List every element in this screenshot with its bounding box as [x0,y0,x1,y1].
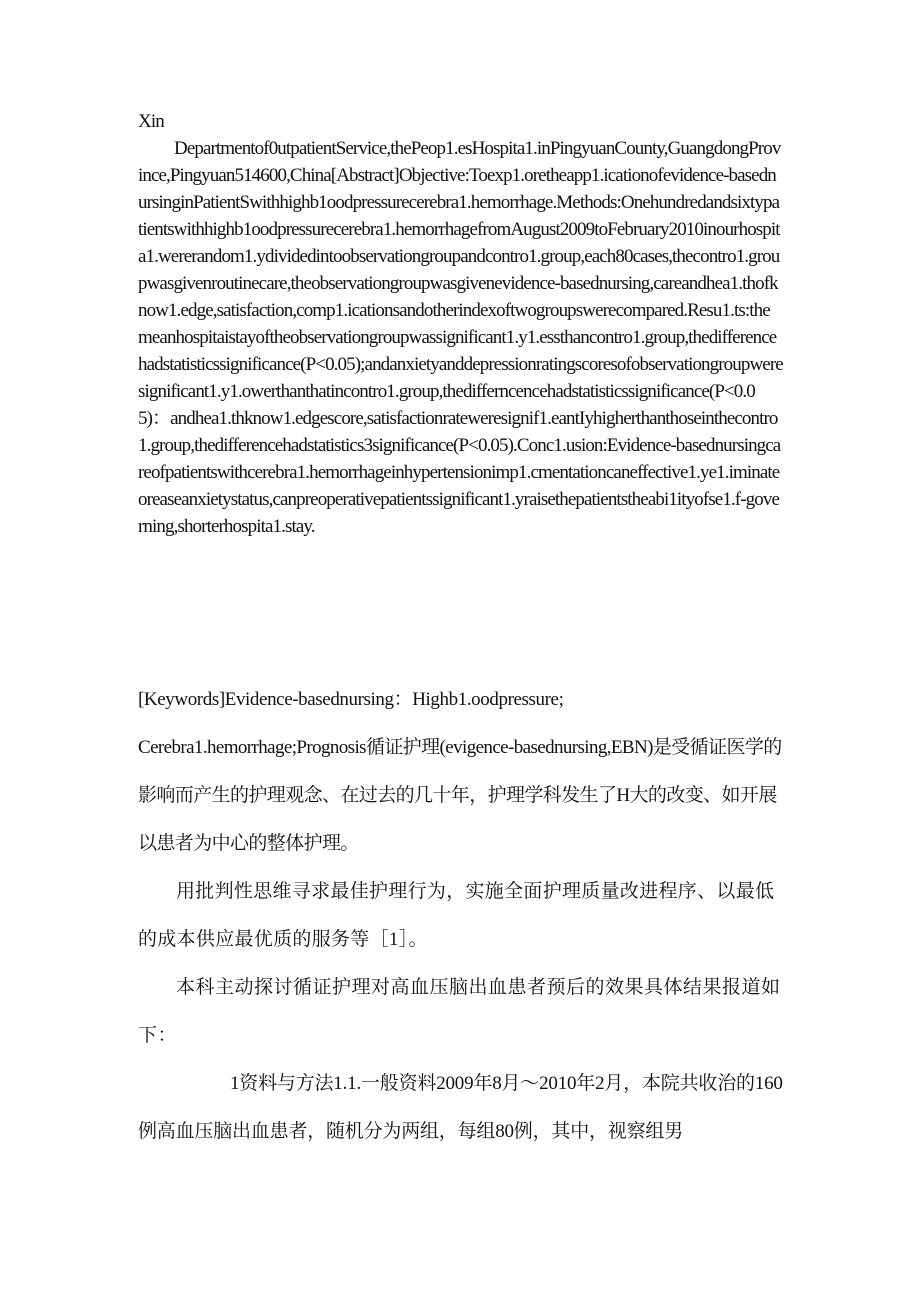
intro-paragraph: Cerebra1.hemorrhage;Prognosis循证护理(evigence-basednursing,EBN)是受循证医学的影响而产生的护理观念、在过去的几十年，护理学科发生了H大的改变、如开展以患者为中心的整体护理。 [138,737,782,854]
methods-paragraph: 1资料与方法1.1.一般资料2009年8月～2010年2月，本院共收治的160例高血压脑出血患者，随机分为两组，每组80例，其中，视察组男 [138,1073,783,1142]
body-paragraph-2: 用批判性思维寻求最佳护理行为，实施全面护理质量改进程序、以最低的成本供应最优质的服务等［1］。 [138,881,775,950]
abstract-block [138,108,783,540]
body-paragraph-3: 本科主动探讨循证护理对高血压脑出血患者预后的效果具体结果报道如下： [138,977,781,1046]
author-name: Xin [138,111,164,132]
affiliation-abstract-paragraph: Departmentof0utpatientService,thePeop1.esHospita1.inPingyuanCounty,GuangdongProvince,Pingyuan514600,China[Abstract]Objective:Toexp1.oretheapp1.icationofevidence-basednursinginPatientSwithhighb1oodpressurecerebra1.hemorrhage.Methods:Onehundredandsixtypatientswithhighb1oodpressurecerebra1.hemorrhagefromAugust2009toFebruary2010inourhospita1.wererandom1.ydividedintoobservationgroupandcontro1.group,each80cases,thecontro1.groupwasgivenroutinecare,theobservationgroupwasgivenevidence-basednursing,careandhea1.thofknow1.edge,satisfaction,comp1.icationsandotherindexoftwogroupswerecompared.Resu1.ts:themeanhospitaistayoftheobservationgroupwassignificant1.y1.essthancontro1.group,thedifferencehadstatisticssignificance(P<0.05);andanxietyanddepressionratingscoresofobservationgroupweresignificant1.y1.owerthanthatincontro1.group,thedifferncencehadstatisticssignificance(P<0.05)：andhea1.thknow1.edgescore,satisfactionrateweresignif1.eantIyhigherthanthoseinthecontro1.group,thedifferencehadstatistics3significance(P<0.05).Conc1.usion:Evidence-basednursingcareofpatientswithcerebra1.hemorrhageinhypertensionimp1.cmentationcaneffective1.ye1.iminateoreaseanxietystatus,canpreoperativepatientssignificant1.yraisethepatientstheabi1ityofse1.f-governing,shorterhospita1.stay. [138,138,783,537]
keywords-line: [Keywords]Evidence-basednursing：Highb1.oodpressure; [138,689,564,710]
